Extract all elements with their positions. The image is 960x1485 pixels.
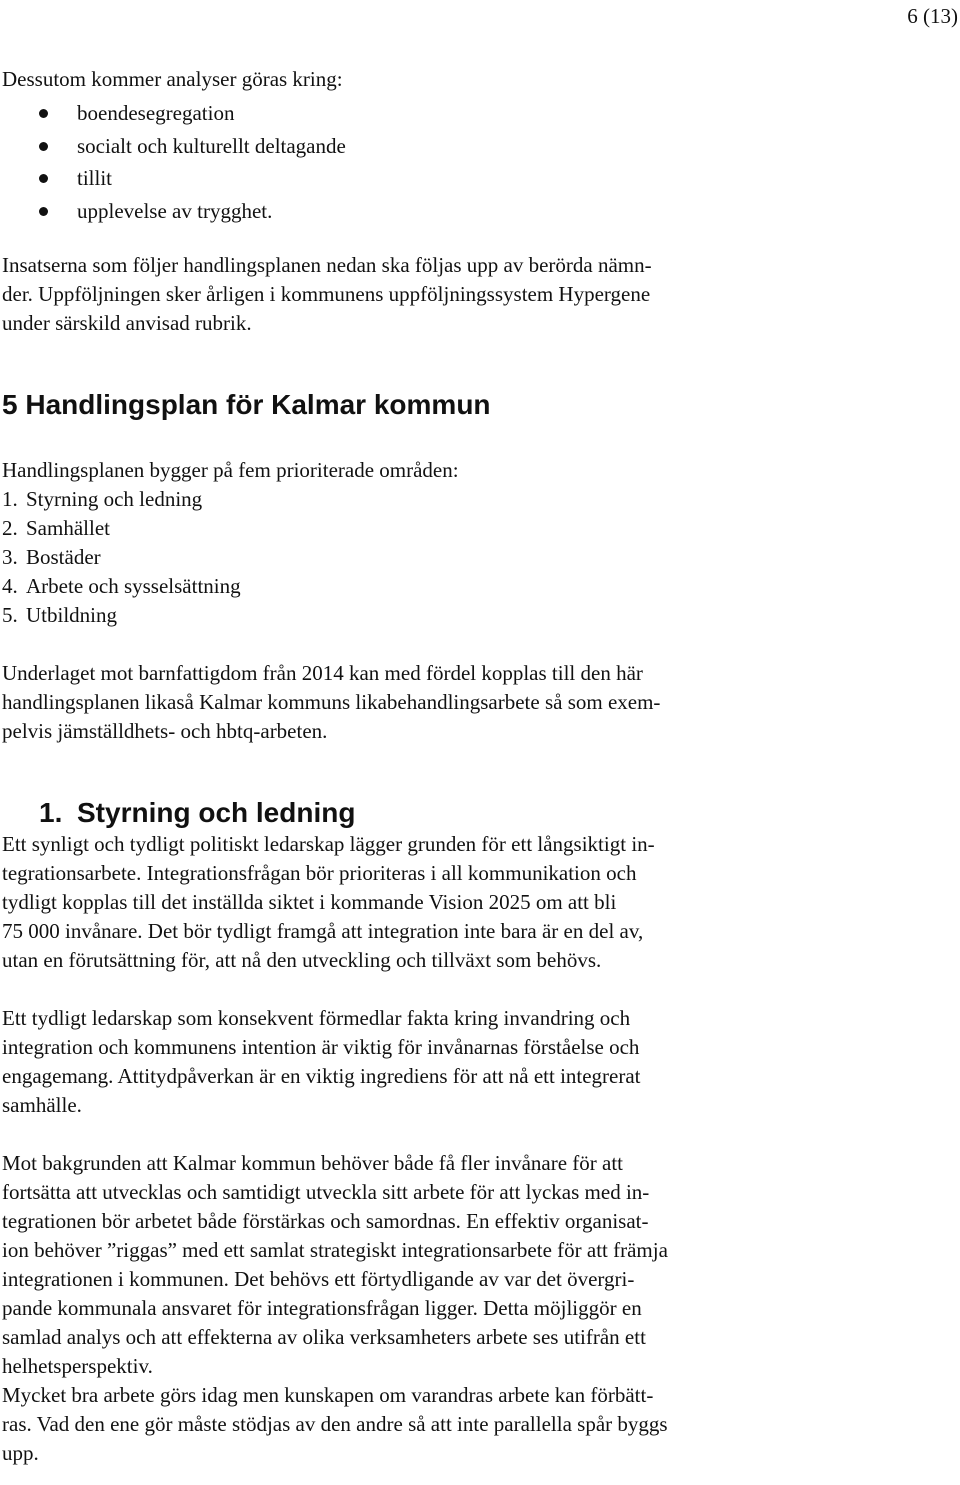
bullet-dot-icon bbox=[39, 109, 48, 118]
analyses-lead: Dessutom kommer analyser göras kring: bbox=[2, 67, 343, 91]
priority-area-item: 1. Styrning och ledning bbox=[2, 487, 203, 511]
bullet-dot-icon bbox=[39, 174, 48, 183]
priority-area-item: 3. Bostäder bbox=[2, 545, 101, 569]
bullet-item: boendesegregation bbox=[2, 97, 788, 130]
organisation-paragraph: Mot bakgrunden att Kalmar kommun behöver både få fler invånare för att fortsätta att utvecklas och samtidigt utveckla sitt arbete för att lyckas med in- tegrationen bör arbetet både förstärkas och samordnas. En effektiv organisat- ion behöver ”riggas” med ett samlat strategiskt integrationsarbete för att främja integrationen i kommunen. Det behövs ett förtydligande av var det övergri- pande kommunala ansvaret för integrationsfrågan ligger. Detta möjliggör en samlad analys och att effekterna av olika verksamheters arbete ses utifrån ett helhetsperspektiv. bbox=[2, 1151, 668, 1378]
underlag-paragraph: Underlaget mot barnfattigdom från 2014 kan med fördel kopplas till den här handlingsplanen likaså Kalmar kommuns likabehandlingsarbete så som exem- pelvis jämställdhets- och hbtq-arbeten. bbox=[2, 661, 661, 743]
bullet-dot-icon bbox=[39, 142, 48, 151]
followup-paragraph: Insatserna som följer handlingsplanen nedan ska följas upp av berörda nämn- der. Uppföljningen sker årligen i kommunens uppföljningssystem Hypergene under särskild anvisad rubrik. bbox=[2, 253, 652, 335]
analyses-bullet-list bbox=[2, 97, 788, 227]
priority-area-item: 2. Samhället bbox=[2, 516, 110, 540]
bullet-dot-icon bbox=[39, 207, 48, 216]
section-heading: 5 Handlingsplan för Kalmar kommun bbox=[2, 389, 491, 420]
page-content bbox=[2, 65, 788, 1468]
leadership-paragraph: Ett synligt och tydligt politiskt ledarskap lägger grunden för ett långsiktigt in- tegrationsarbete. Integrationsfrågan bör prioriteras i all kommunikation och tydligt kopplas till det inställda siktet i kommande Vision 2025 om att bli 75 000 invånare. Det bör tydligt framgå att integration inte bara är en del av, utan en förutsättning för, att nå den utveckling och tillväxt som behövs. bbox=[2, 832, 655, 972]
priority-area-item: 4. Arbete och sysselsättning bbox=[2, 574, 241, 598]
page-number: 6 (13) bbox=[907, 4, 958, 28]
priority-areas-list bbox=[2, 485, 788, 630]
bullet-item: upplevelse av trygghet. bbox=[2, 195, 788, 228]
bullet-item: socialt och kulturellt deltagande bbox=[2, 130, 788, 163]
communication-paragraph: Ett tydligt ledarskap som konsekvent förmedlar fakta kring invandring och integration och kommunens intention är viktig för invånarnas förståelse och engagemang. Attitydpåverkan är en viktig ingrediens för att nå ett integrerat samhälle. bbox=[2, 1006, 641, 1117]
section-intro: Handlingsplanen bygger på fem prioriterade områden: bbox=[2, 458, 459, 482]
knowledge-paragraph: Mycket bra arbete görs idag men kunskapen om varandras arbete kan förbätt- ras. Vad den ene gör måste stödjas av den andre så att inte parallella spår byggs upp. bbox=[2, 1383, 668, 1465]
bullet-item: tillit bbox=[2, 162, 788, 195]
subsection-heading: 1. Styrning och ledning bbox=[39, 797, 356, 828]
priority-area-item: 5. Utbildning bbox=[2, 603, 118, 627]
